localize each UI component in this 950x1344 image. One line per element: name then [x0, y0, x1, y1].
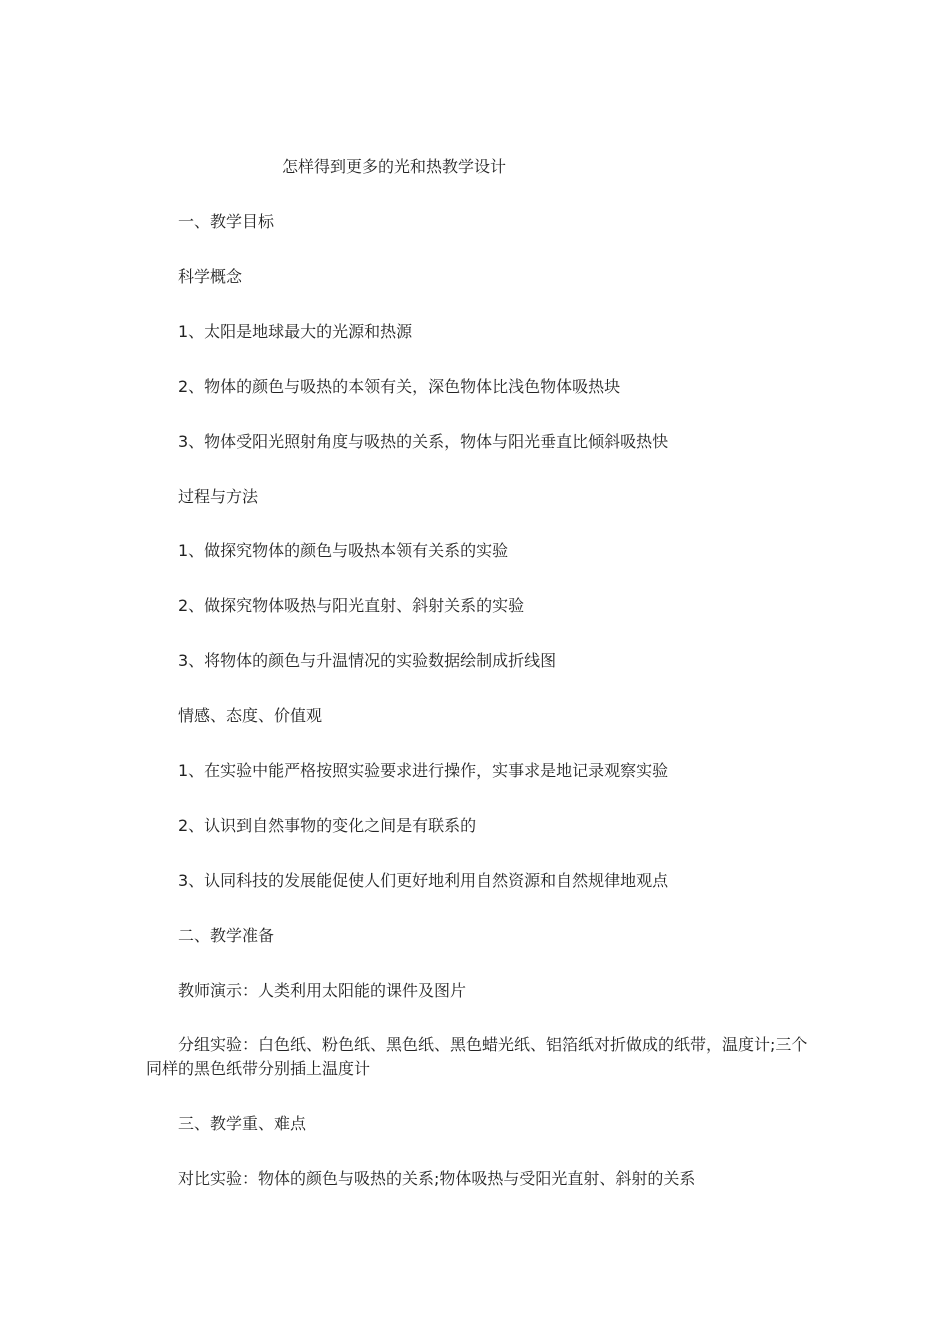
subsection-heading: 过程与方法 [178, 487, 259, 506]
subsection-heading: 情感、态度、价值观 [178, 706, 323, 725]
list-item: 2、认识到自然事物的变化之间是有联系的 [178, 816, 477, 835]
list-item: 3、将物体的颜色与升温情况的实验数据绘制成折线图 [178, 651, 557, 670]
list-item: 1、在实验中能严格按照实验要求进行操作，实事求是地记录观察实验 [178, 761, 669, 780]
list-item: 3、认同科技的发展能促使人们更好地利用自然资源和自然规律地观点 [178, 871, 669, 890]
subsection-heading: 科学概念 [178, 267, 243, 286]
paragraph: 教师演示：人类利用太阳能的课件及图片 [178, 981, 467, 1000]
paragraph: 对比实验：物体的颜色与吸热的关系;物体吸热与受阳光直射、斜射的关系 [178, 1169, 696, 1188]
list-item: 2、做探究物体吸热与阳光直射、斜射关系的实验 [178, 596, 525, 615]
section-heading: 一、教学目标 [178, 212, 275, 231]
list-item: 1、做探究物体的颜色与吸热本领有关系的实验 [178, 541, 509, 560]
paragraph: 分组实验：白色纸、粉色纸、黑色纸、黑色蜡光纸、铝箔纸对折做成的纸带，温度计;三个同样的黑色纸带分别插上温度计 [146, 1035, 808, 1078]
section-heading: 三、教学重、难点 [178, 1114, 307, 1133]
list-item: 1、太阳是地球最大的光源和热源 [178, 322, 413, 341]
document-title: 怎样得到更多的光和热教学设计 [282, 157, 507, 176]
list-item: 2、物体的颜色与吸热的本领有关，深色物体比浅色物体吸热块 [178, 377, 621, 396]
section-heading: 二、教学准备 [178, 926, 275, 945]
list-item: 3、物体受阳光照射角度与吸热的关系，物体与阳光垂直比倾斜吸热快 [178, 432, 669, 451]
